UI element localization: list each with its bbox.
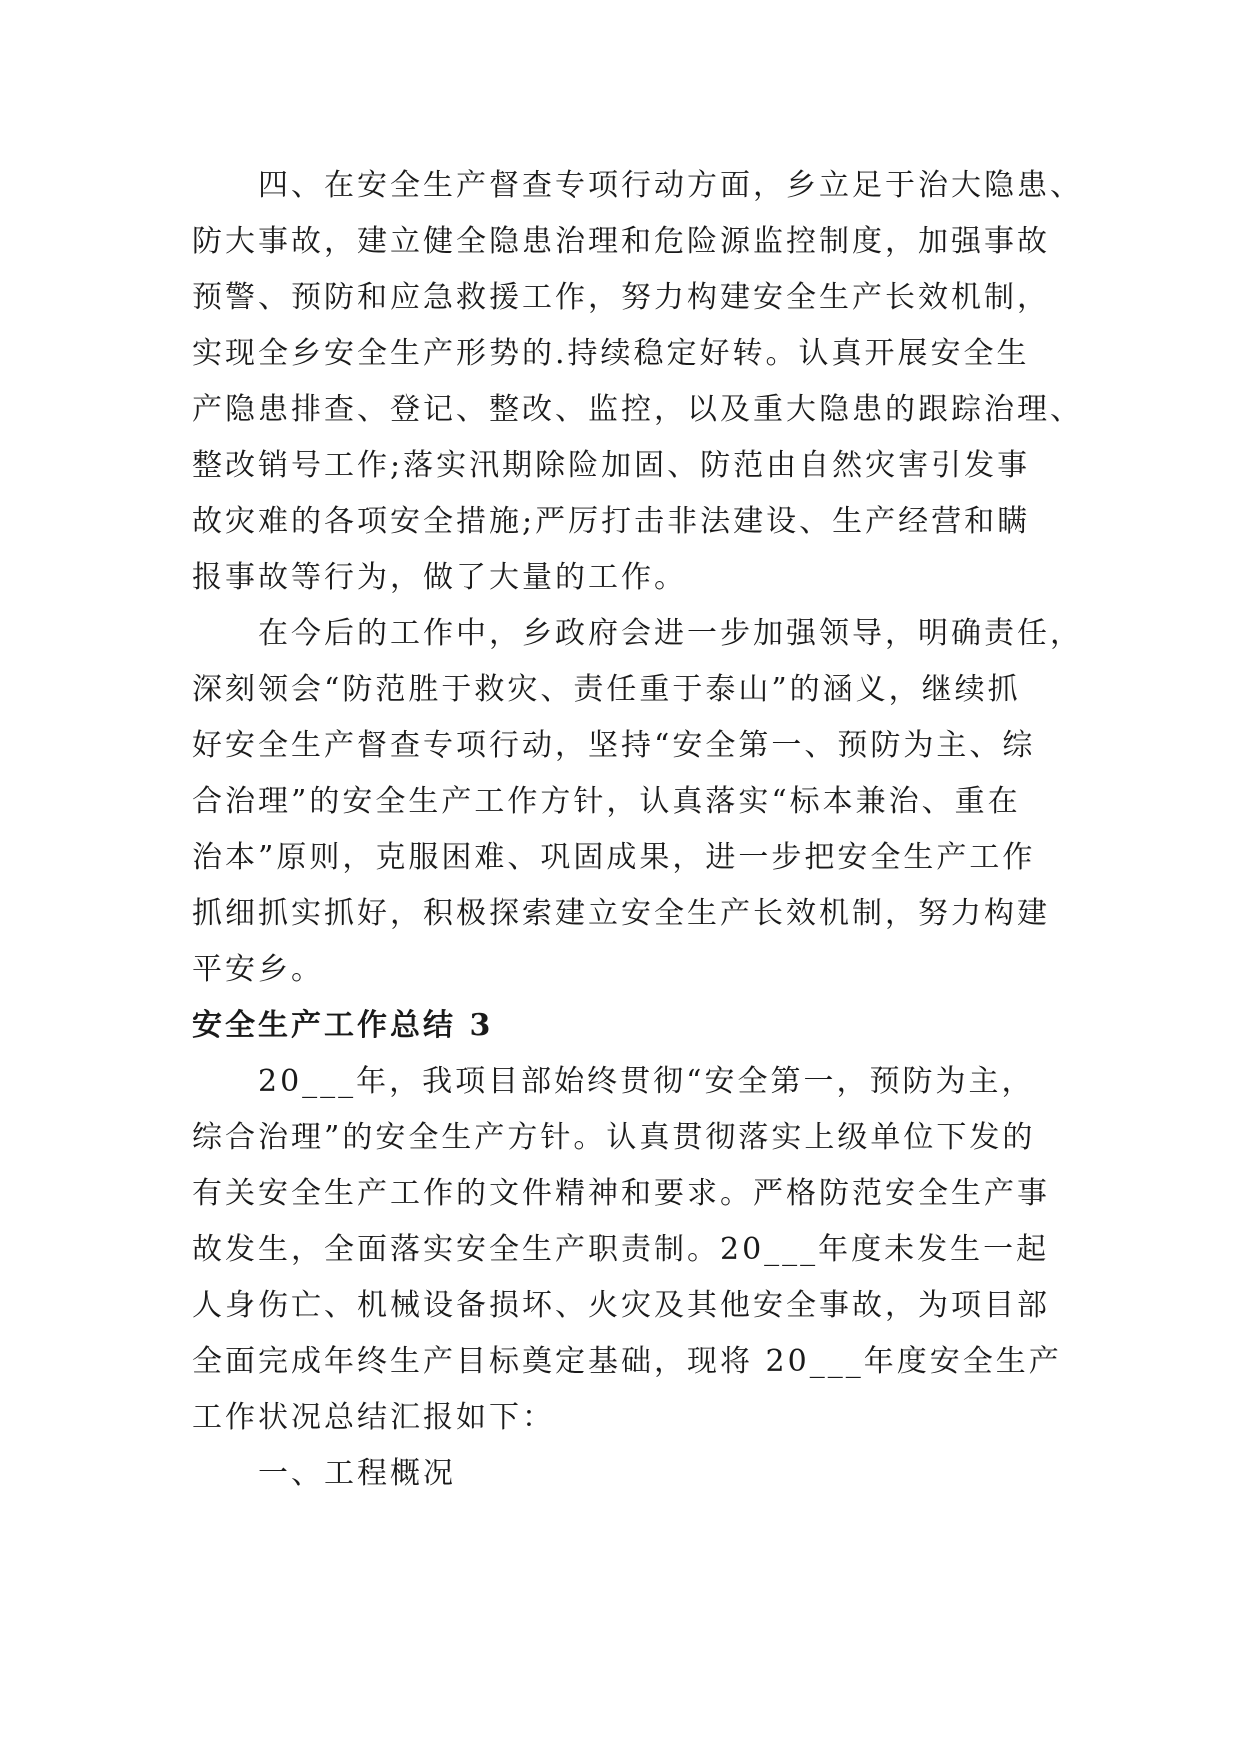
section-title: 安全生产工作总结 3 [192, 1008, 494, 1043]
text-line: 报事故等行为，做了大量的工作。 [192, 560, 687, 595]
text-line: 深刻领会“防范胜于救灾、责任重于泰山”的涵义，继续抓 [192, 672, 1021, 707]
text-line: 好安全生产督查专项行动，坚持“安全第一、预防为主、综 [192, 728, 1036, 763]
text-line: 治本”原则，克服困难、巩固成果，进一步把安全生产工作 [192, 840, 1036, 875]
text-line: 故发生，全面落实安全生产职责制。20___年度未发生一起 [192, 1232, 1050, 1267]
text-line: 故灾难的各项安全措施;严厉打击非法建设、生产经营和瞒 [192, 504, 1031, 539]
text-line: 抓细抓实抓好，积极探索建立安全生产长效机制，努力构建 [192, 896, 1050, 931]
text-line: 预警、预防和应急救援工作，努力构建安全生产长效机制， [192, 280, 1050, 315]
text-line: 平安乡。 [192, 952, 324, 987]
text-line: 人身伤亡、机械设备损坏、火灾及其他安全事故，为项目部 [192, 1288, 1050, 1323]
document-body [192, 158, 1083, 1502]
subheading-project-overview: 一、工程概况 [258, 1456, 456, 1491]
text-line: 有关安全生产工作的文件精神和要求。严格防范安全生产事 [192, 1176, 1050, 1211]
text-line: 在今后的工作中，乡政府会进一步加强领导，明确责任， [258, 616, 1083, 651]
text-line: 整改销号工作;落实汛期除险加固、防范由自然灾害引发事 [192, 448, 1031, 483]
text-line: 工作状况总结汇报如下： [192, 1400, 555, 1435]
text-line: 实现全乡安全生产形势的.持续稳定好转。认真开展安全生 [192, 336, 1030, 371]
text-line: 产隐患排查、登记、整改、监控，以及重大隐患的跟踪治理、 [192, 392, 1083, 427]
text-line: 防大事故，建立健全隐患治理和危险源监控制度，加强事故 [192, 224, 1050, 259]
paragraph-safety-inspection [192, 158, 1083, 606]
text-line: 四、在安全生产督查专项行动方面，乡立足于治大隐患、 [258, 168, 1083, 203]
text-line: 合治理”的安全生产工作方针，认真落实“标本兼治、重在 [192, 784, 1021, 819]
text-line: 20___年，我项目部始终贯彻“安全第一，预防为主， [258, 1064, 1035, 1099]
text-line: 综合治理”的安全生产方针。认真贯彻落实上级单位下发的 [192, 1120, 1036, 1155]
paragraph-project-intro [192, 1054, 1062, 1446]
paragraph-future-work [192, 606, 1083, 998]
text-line: 全面完成年终生产目标奠定基础，现将 20___年度安全生产 [192, 1344, 1062, 1379]
